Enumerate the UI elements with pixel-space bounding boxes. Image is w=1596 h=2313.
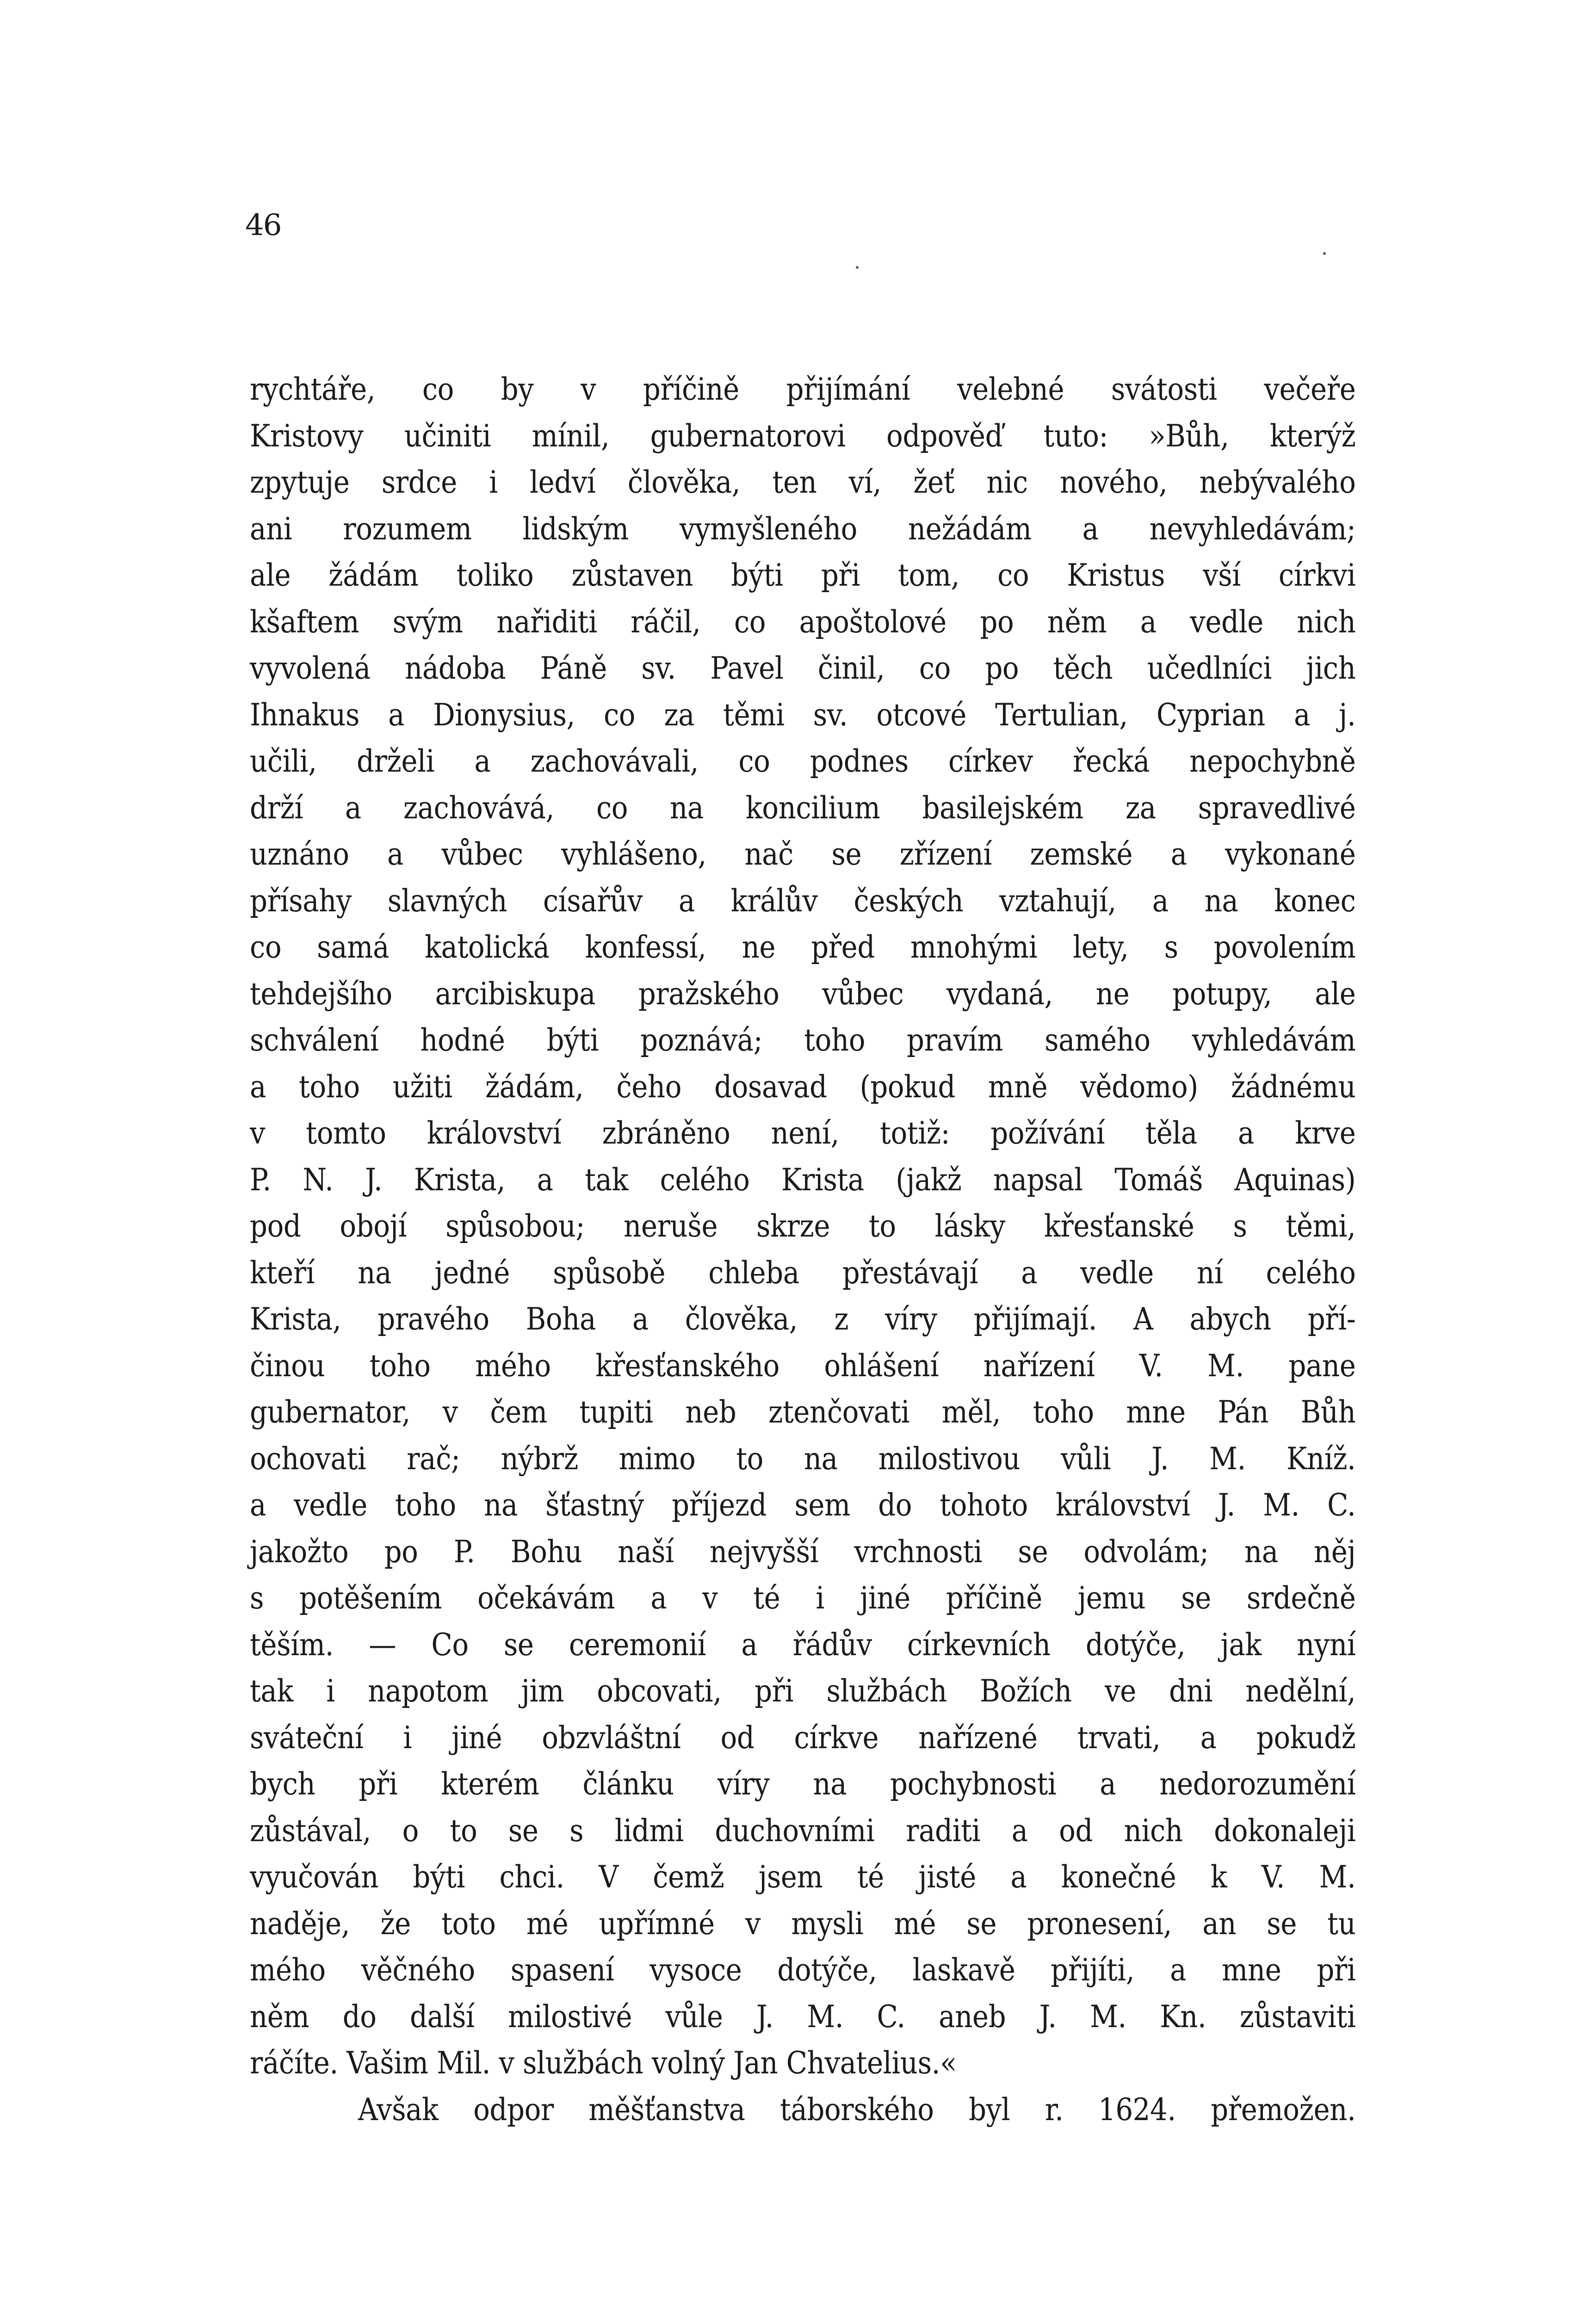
text-line: Ihnakus a Dionysius, co za těmi sv. otcové Tertulian, Cyprian a j.: [250, 697, 1356, 733]
text-line: tak i napotom jim obcovati, při službách Božích ve dni nedělní,: [250, 1673, 1356, 1709]
page-number: 46: [245, 208, 281, 242]
text-line-paragraph-end: ráčíte. Vašim Mil. v službách volný Jan Chvatelius.«: [250, 2045, 957, 2081]
print-speck: [1323, 252, 1326, 255]
text-line: Krista, pravého Boha a člověka, z víry přijímají. A abych pří-: [250, 1301, 1356, 1337]
text-line: ale žádám toliko zůstaven býti při tom, co Kristus vší církvi: [250, 557, 1356, 593]
text-line: pod obojí spůsobou; neruše skrze to lásky křesťanské s těmi,: [250, 1208, 1356, 1244]
text-line: zpytuje srdce i ledví člověka, ten ví, žeť nic nového, nebývalého: [250, 464, 1356, 500]
text-line: drží a zachovává, co na koncilium basilejském za spravedlivé: [250, 790, 1356, 826]
text-line: činou toho mého křesťanského ohlášení nařízení V. M. pane: [250, 1348, 1356, 1384]
text-line: a vedle toho na šťastný příjezd sem do tohoto království J. M. C.: [250, 1487, 1356, 1523]
text-line: kteří na jedné spůsobě chleba přestávají a vedle ní celého: [250, 1255, 1356, 1291]
text-line: zůstával, o to se s lidmi duchovními raditi a od nich dokonaleji: [250, 1812, 1356, 1849]
text-line: tehdejšího arcibiskupa pražského vůbec vydaná, ne potupy, ale: [250, 976, 1356, 1012]
text-line: těším. — Co se ceremonií a řádův církevních dotýče, jak nyní: [250, 1627, 1356, 1663]
text-line: v tomto království zbráněno není, totiž: požívání těla a krve: [250, 1115, 1356, 1151]
text-line: přísahy slavných císařův a králův českých vztahují, a na konec: [250, 883, 1356, 919]
text-line: ochovati rač; nýbrž mimo to na milostivou vůli J. M. Kníž.: [250, 1441, 1356, 1477]
text-line: rychtáře, co by v příčině přijímání velebné svátosti večeře: [250, 371, 1356, 407]
text-line: vyvolená nádoba Páně sv. Pavel činil, co po těch učedlníci jich: [250, 650, 1356, 686]
text-line: gubernator, v čem tupiti neb ztenčovati měl, toho mne Pán Bůh: [250, 1394, 1356, 1430]
text-line: ani rozumem lidským vymyšleného nežádám a nevyhledávám;: [250, 511, 1356, 547]
text-line: s potěšením očekávám a v té i jiné příčině jemu se srdečně: [250, 1580, 1356, 1616]
text-line: bych při kterém článku víry na pochybnosti a nedorozumění: [250, 1766, 1356, 1802]
text-line: uznáno a vůbec vyhlášeno, nač se zřízení zemské a vykonané: [250, 836, 1356, 872]
text-line: a toho užiti žádám, čeho dosavad (pokud mně vědomo) žádnému: [250, 1069, 1356, 1105]
text-line: co samá katolická konfessí, ne před mnohými lety, s povolením: [250, 929, 1356, 965]
text-line: sváteční i jiné obzvláštní od církve nařízené trvati, a pokudž: [250, 1719, 1356, 1756]
text-line: kšaftem svým nařiditi ráčil, co apoštolové po něm a vedle nich: [250, 604, 1356, 640]
text-line: něm do další milostivé vůle J. M. C. aneb J. M. Kn. zůstaviti: [250, 1998, 1356, 2035]
body-text: [250, 366, 1355, 2133]
text-line: učili, drželi a zachovávali, co podnes církev řecká nepochybně: [250, 743, 1356, 779]
text-line: mého věčného spasení vysoce dotýče, laskavě přijíti, a mne při: [250, 1952, 1356, 1988]
print-speck: [856, 266, 859, 269]
text-line: jakožto po P. Bohu naší nejvyšší vrchnosti se odvolám; na něj: [250, 1534, 1356, 1570]
text-line-new-paragraph: Avšak odpor měšťanstva táborského byl r. 1624. přemožen.: [358, 2091, 1356, 2127]
text-line: P. N. J. Krista, a tak celého Krista (jakž napsal Tomáš Aquinas): [250, 1162, 1356, 1198]
text-line: vyučován býti chci. V čemž jsem té jisté a konečné k V. M.: [250, 1859, 1356, 1895]
text-line: Kristovy učiniti mínil, gubernatorovi odpověď tuto: »Bůh, kterýž: [250, 418, 1356, 454]
text-line: schválení hodné býti poznává; toho pravím samého vyhledávám: [250, 1022, 1356, 1058]
text-line: naděje, že toto mé upřímné v mysli mé se pronesení, an se tu: [250, 1905, 1356, 1942]
